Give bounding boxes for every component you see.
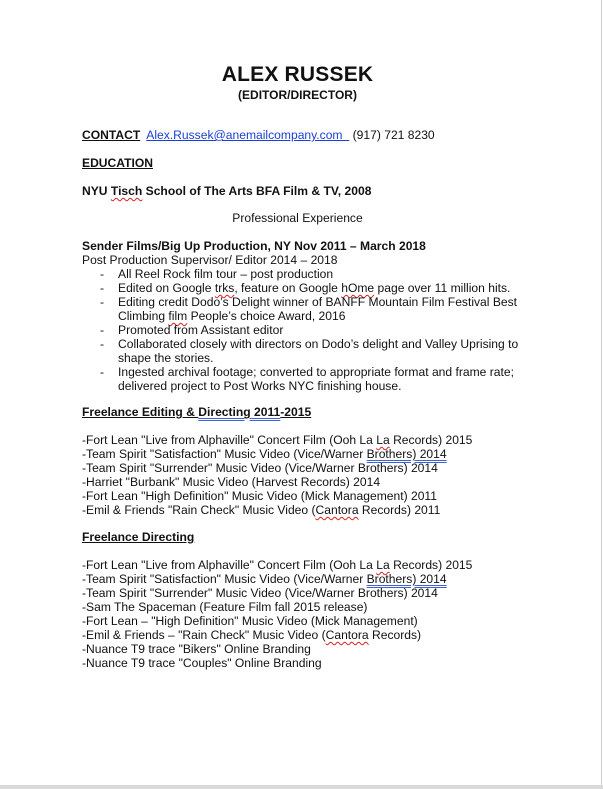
contact-email-link[interactable]: Alex.Russek@anemailcompany.com: [146, 128, 343, 142]
contact-line: [82, 128, 435, 142]
contact-phone: (917) 721 8230: [352, 128, 435, 142]
spelling-flag: trks: [214, 281, 235, 295]
spelling-flag: Tisch: [110, 184, 143, 198]
list-item: -Sam The Spaceman (Feature Film fall 2015 release): [82, 600, 368, 614]
list-item: -Team Spirit "Satisfaction" Music Video (Vice/Warner Brothers) 2014: [82, 447, 447, 461]
job-role: Post Production Supervisor/ Editor 2014 – 2018: [82, 253, 338, 267]
spelling-flag: film: [168, 309, 188, 323]
education-school: NYU Tisch School of The Arts BFA Film & TV, 2008: [82, 184, 372, 198]
spelling-flag: hOme: [341, 281, 375, 295]
list-item: -Fort Lean – "High Definition" Music Video (Mick Management): [82, 614, 418, 628]
freelance-directing-heading: Freelance Directing: [82, 530, 195, 544]
freelance-editing-list: [82, 433, 472, 517]
list-item: -Nuance T9 trace "Couples" Online Branding: [82, 656, 322, 670]
list-item: - Promoted from Assistant editor: [100, 323, 284, 337]
list-item: -Fort Lean "High Definition" Music Video (Mick Management) 2011: [82, 489, 437, 503]
list-item: -Harriet "Burbank" Music Video (Harvest Records) 2014: [82, 475, 381, 489]
page-bottom-edge: [0, 785, 603, 789]
list-item: - Ingested archival footage; converted to appropriate format and frame rate; delivered project to Post Works NYC finishing house.: [100, 365, 514, 393]
experience-bullets: [100, 267, 538, 393]
list-item: -Team Spirit "Surrender" Music Video (Vice/Warner Brothers) 2014: [82, 586, 438, 600]
list-item: - Edited on Google trks, feature on Google hOme page over 11 million hits.: [100, 281, 511, 295]
list-item: - Collaborated closely with directors on Dodo’s delight and Valley Uprising to shape the stories.: [100, 337, 519, 365]
resume-role: (EDITOR/DIRECTOR): [238, 88, 357, 102]
list-item: -Team Spirit "Satisfaction" Music Video (Vice/Warner Brothers) 2014: [82, 572, 447, 586]
list-item: -Team Spirit "Surrender" Music Video (Vice/Warner Brothers) 2014: [82, 461, 438, 475]
list-item: -Emil & Friends – "Rain Check" Music Video (Cantora Records): [82, 628, 422, 642]
education-heading: EDUCATION: [82, 156, 153, 170]
list-item: - All Reel Rock film tour – post production: [100, 267, 334, 281]
experience-heading: Professional Experience: [232, 211, 363, 225]
list-item: -Emil & Friends "Rain Check" Music Video (Cantora Records) 2011: [82, 503, 441, 517]
list-item: -Fort Lean "Live from Alphaville" Concert Film (Ooh La La Records) 2015: [82, 433, 473, 447]
list-item: - Editing credit Dodo’s Delight winner of BANFF Mountain Film Festival Best Climbing film People’s choice Award, 2016: [100, 295, 518, 323]
resume-name: ALEX RUSSEK: [221, 63, 374, 86]
contact-label: CONTACT: [82, 128, 141, 142]
freelance-editing-heading: Freelance Editing & Directing 2011-2015: [82, 405, 312, 419]
list-item: -Fort Lean "Live from Alphaville" Concert Film (Ooh La La Records) 2015: [82, 558, 473, 572]
freelance-directing-list: [82, 558, 472, 670]
job-title: Sender Films/Big Up Production, NY Nov 2011 – March 2018: [82, 239, 426, 253]
list-item: -Nuance T9 trace "Bikers" Online Branding: [82, 642, 311, 656]
